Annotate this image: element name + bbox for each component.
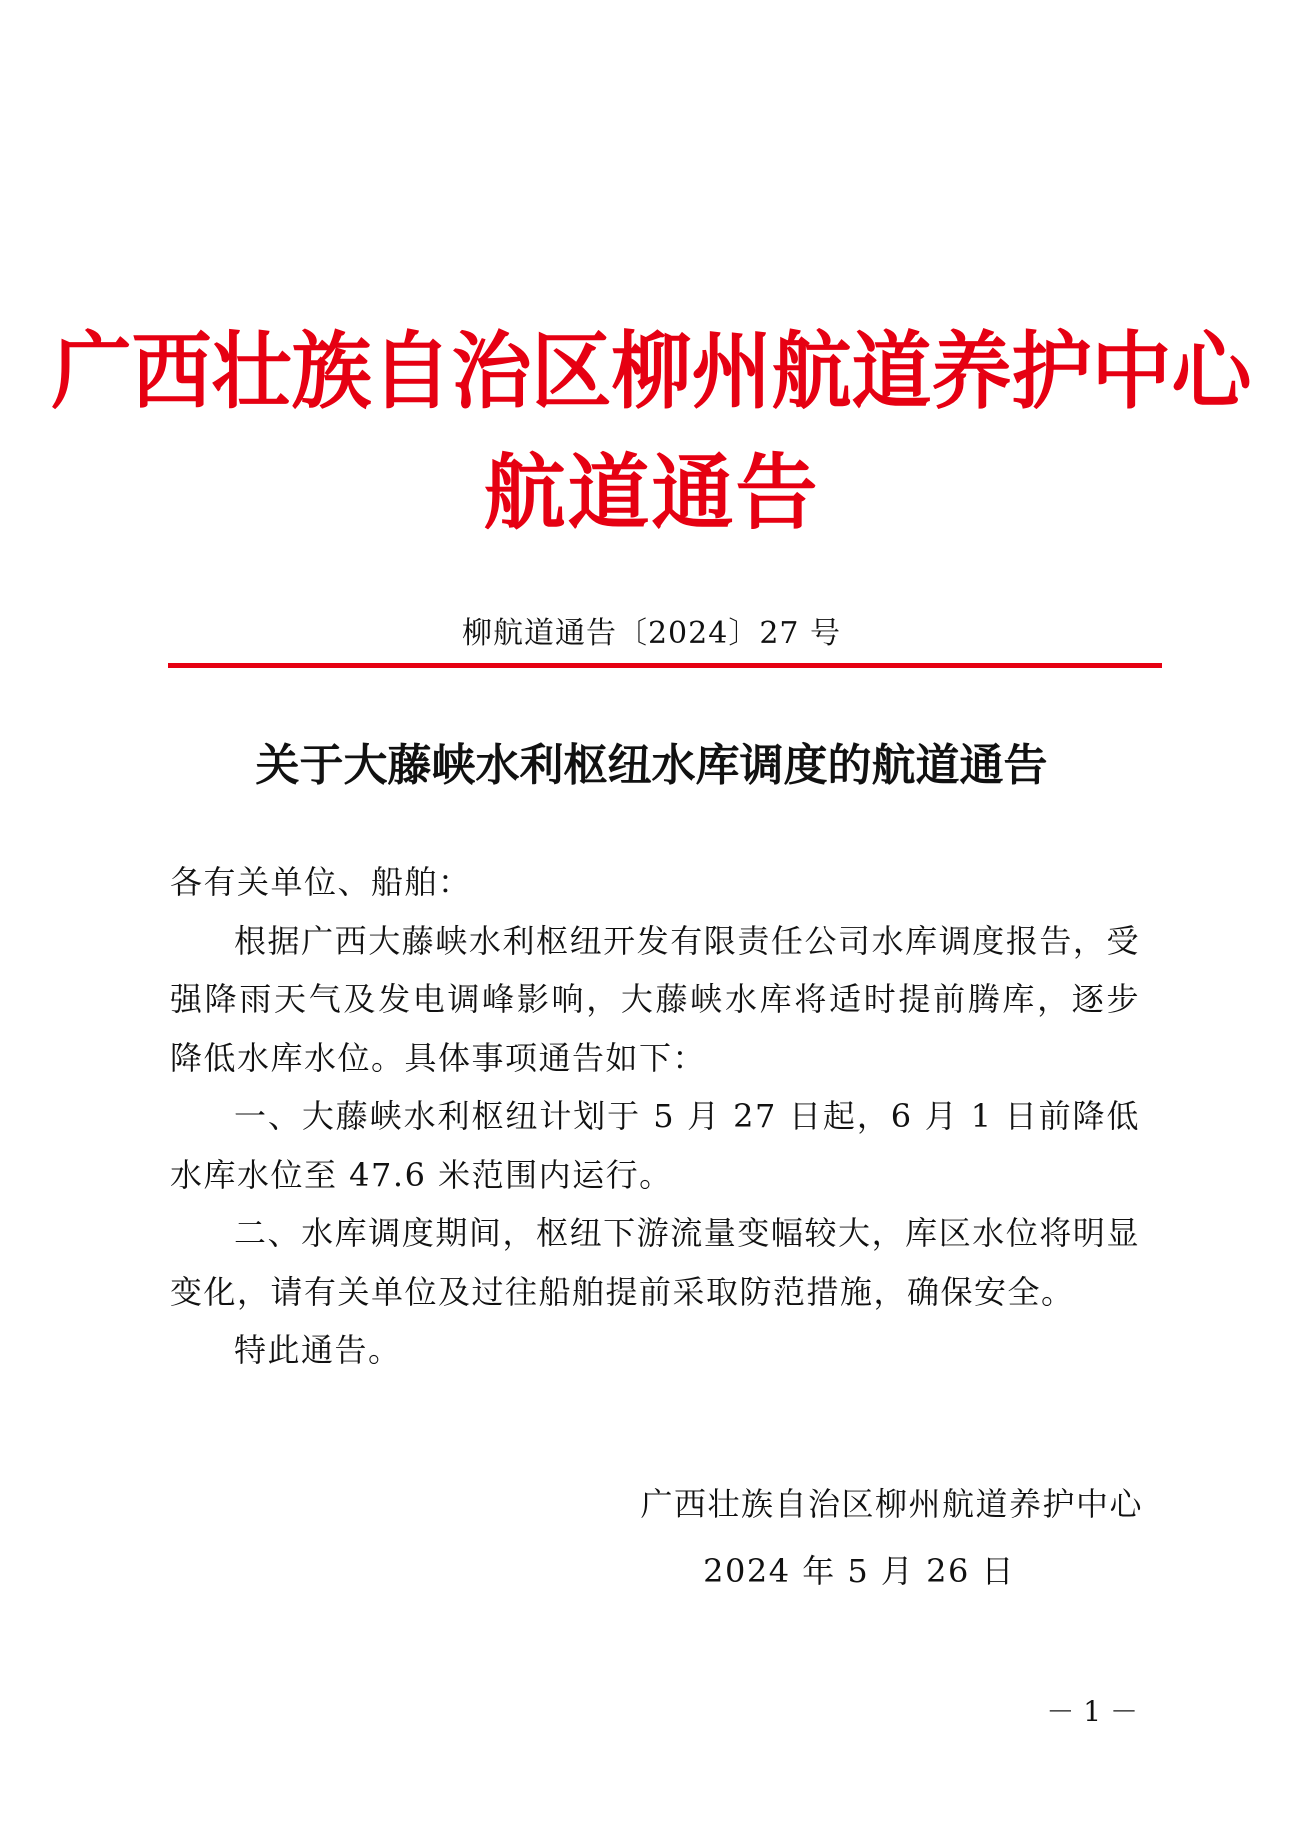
salutation: 各有关单位、船舶： bbox=[170, 863, 472, 901]
signature-organization: 广西壮族自治区柳州航道养护中心 bbox=[640, 1485, 1143, 1523]
body-paragraph: 二、水库调度期间，枢纽下游流量变幅较大，库区水位将明显变化，请有关单位及过往船舶提前采取防范措施，确保安全。 bbox=[170, 1214, 1140, 1311]
body-paragraph: 一、大藤峡水利枢纽计划于 5 月 27 日起，6 月 1 日前降低水库水位至 47.6 米范围内运行。 bbox=[170, 1097, 1140, 1194]
document-body bbox=[170, 853, 1140, 1380]
signature-date: 2024 年 5 月 26 日 bbox=[703, 1552, 1015, 1590]
body-paragraph: 根据广西大藤峡水利枢纽开发有限责任公司水库调度报告，受强降雨天气及发电调峰影响，大藤峡水库将适时提前腾库，逐步降低水库水位。具体事项通告如下： bbox=[170, 921, 1140, 1077]
document-title: 关于大藤峡水利枢纽水库调度的航道通告 bbox=[255, 740, 1048, 791]
header-organization: 广西壮族自治区柳州航道养护中心 bbox=[51, 322, 1252, 421]
page-number: － 1 － bbox=[1046, 1695, 1138, 1728]
header-document-type: 航道通告 bbox=[483, 446, 820, 541]
closing-line: 特此通告。 bbox=[234, 1331, 402, 1369]
red-divider-rule bbox=[168, 663, 1162, 668]
document-number: 柳航道通告〔2024〕27 号 bbox=[461, 616, 842, 651]
